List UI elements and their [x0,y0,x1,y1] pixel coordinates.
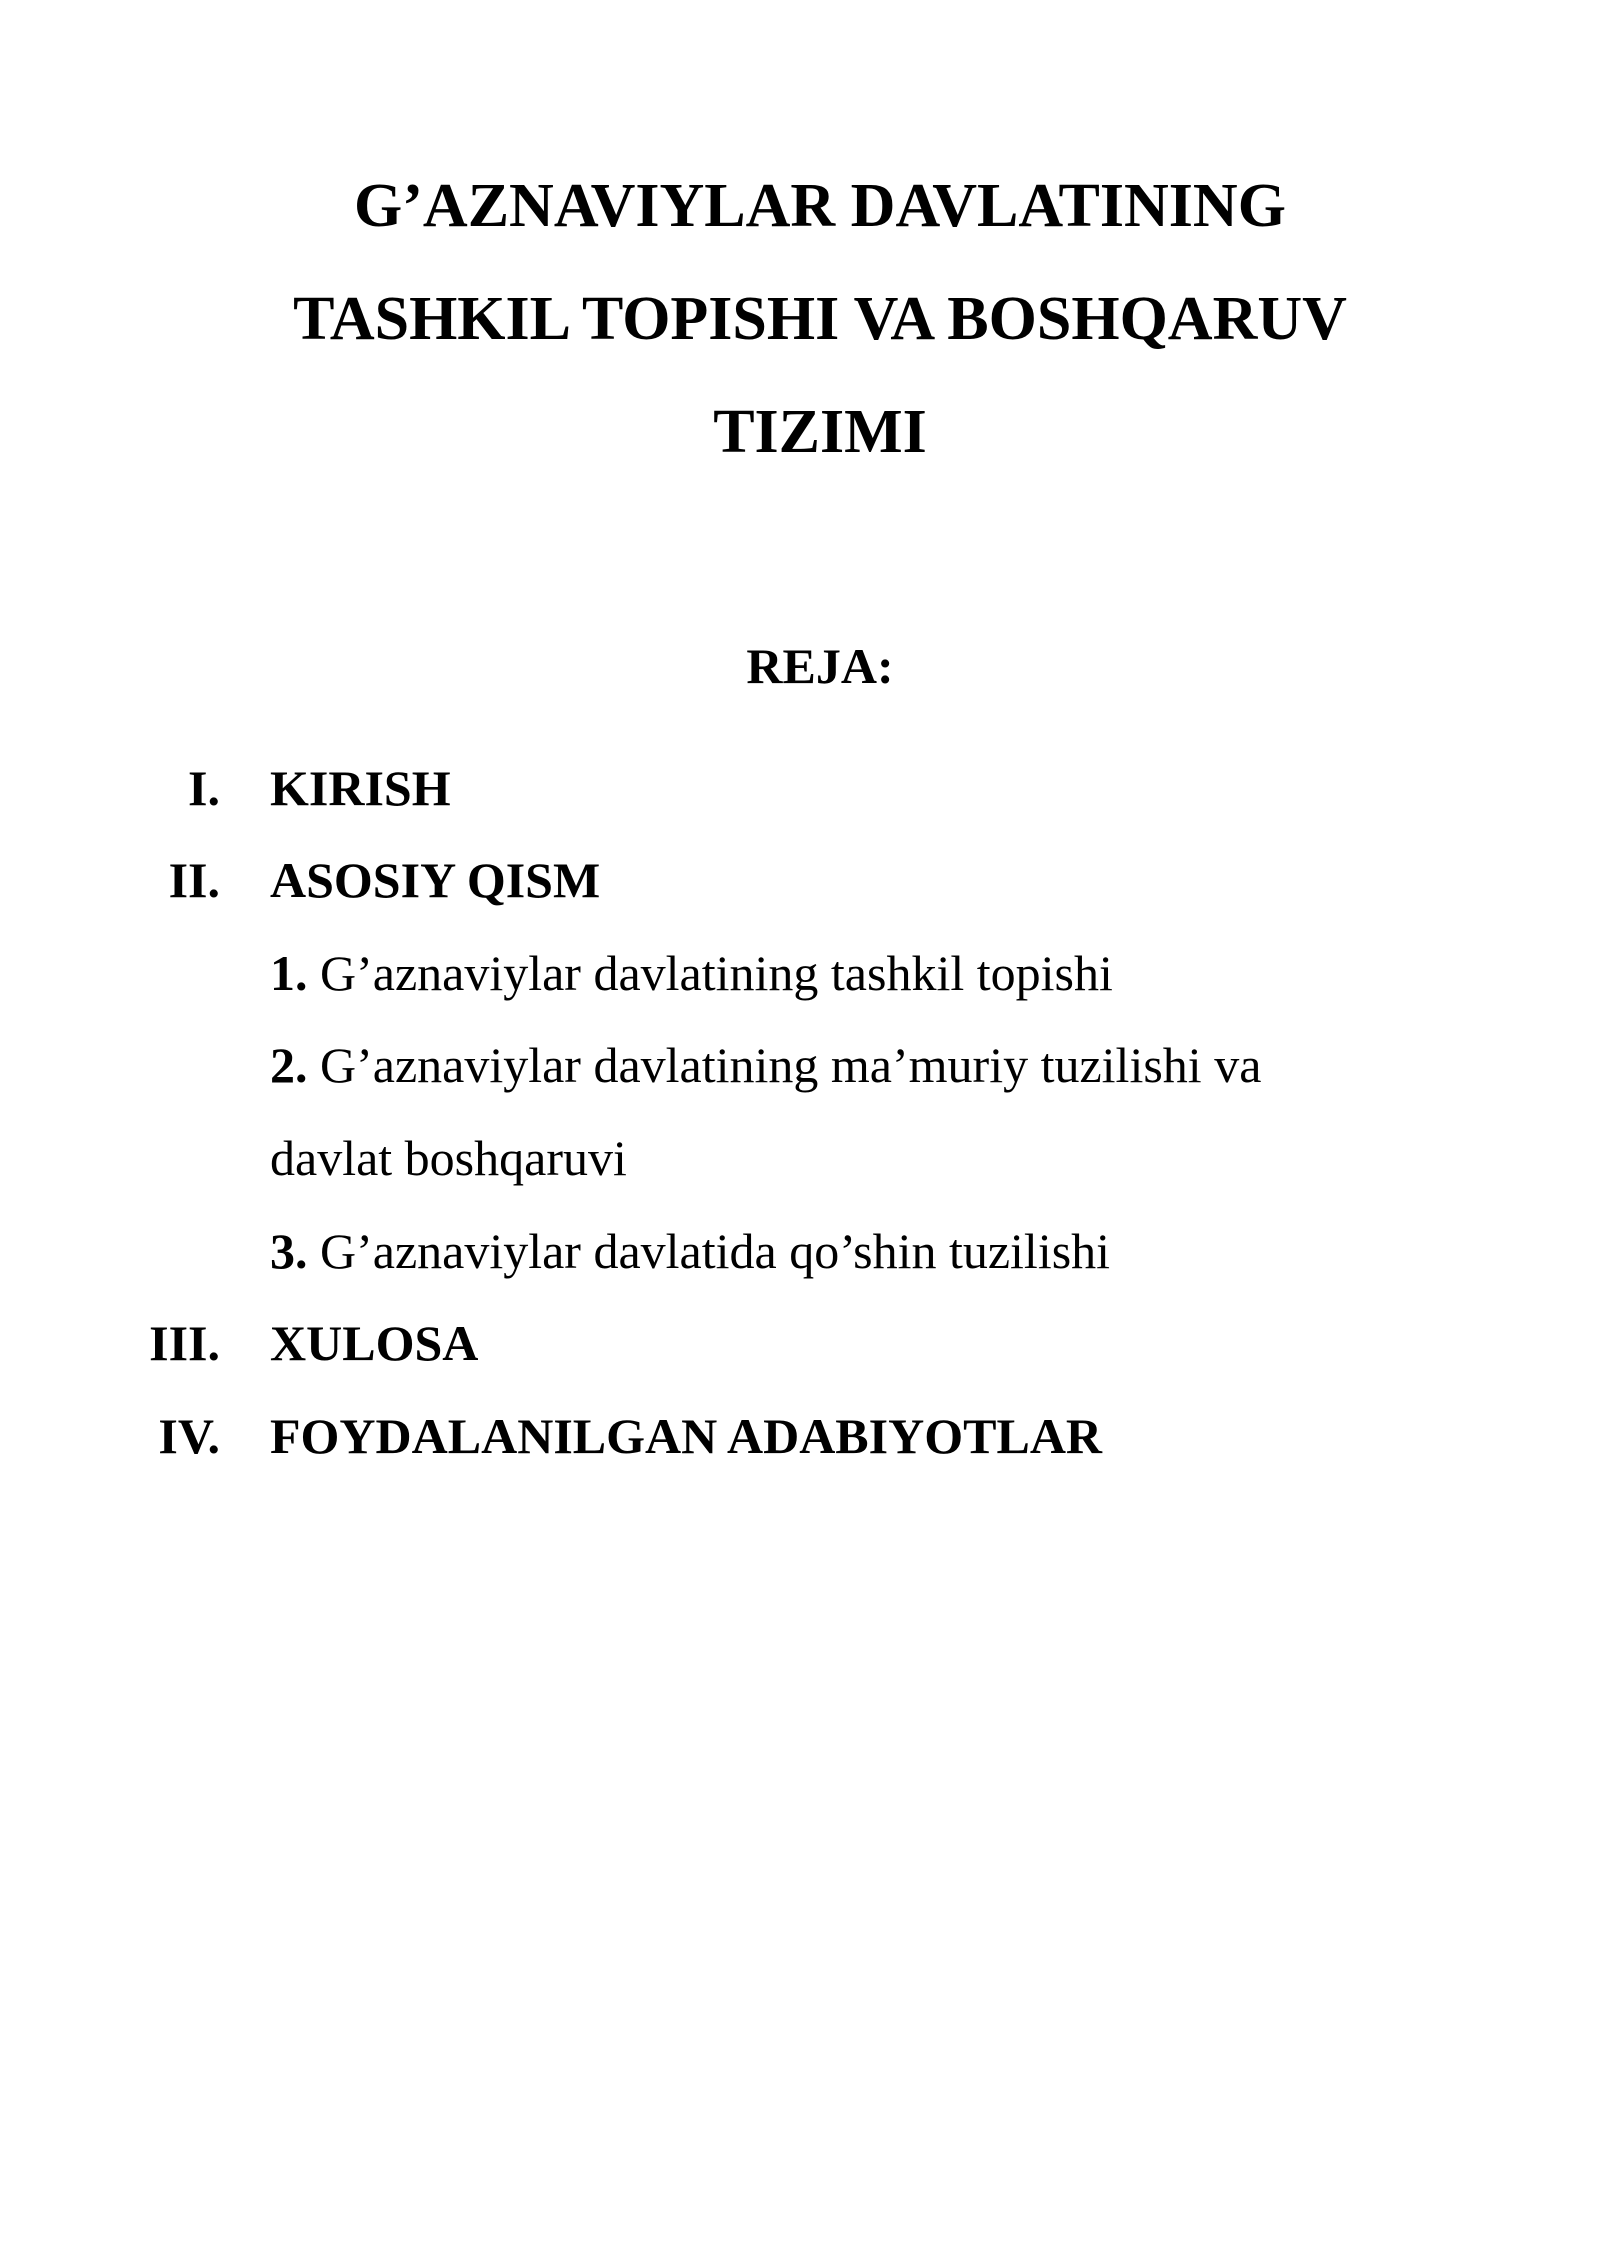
subsection-text: G’aznaviylar davlatining ma’muriy tuzilishi va [320,1037,1262,1093]
subsection-number: 2. [270,1037,320,1093]
subsection-item [270,943,1113,1003]
subsection-text: G’aznaviylar davlatida qo’shin tuzilishi [320,1223,1111,1279]
subsection-item [270,1221,1110,1281]
subsection-text: G’aznaviylar davlatining tashkil topishi [320,945,1113,1001]
section-numeral: IV. [158,1408,220,1464]
section-label: XULOSA [270,1315,479,1371]
section-label: FOYDALANILGAN ADABIYOTLAR [270,1408,1103,1464]
plan-heading: REJA: [746,638,894,694]
subsection-continuation: davlat boshqaruvi [270,1130,627,1186]
title-line: TASHKIL TOPISHI VA BOSHQARUV [293,285,1347,353]
subsection-number: 3. [270,1223,320,1279]
section-numeral: III. [149,1315,220,1371]
document-title [0,150,1600,489]
title-line: G’AZNAVIYLAR DAVLATINING [354,172,1286,240]
title-line: TIZIMI [713,398,927,466]
section-numeral: I. [188,760,220,816]
subsection-number: 1. [270,945,320,1001]
section-label: KIRISH [270,760,451,816]
section-numeral: II. [168,852,220,908]
subsection-item [270,1035,1261,1095]
section-label: ASOSIY QISM [270,852,601,908]
